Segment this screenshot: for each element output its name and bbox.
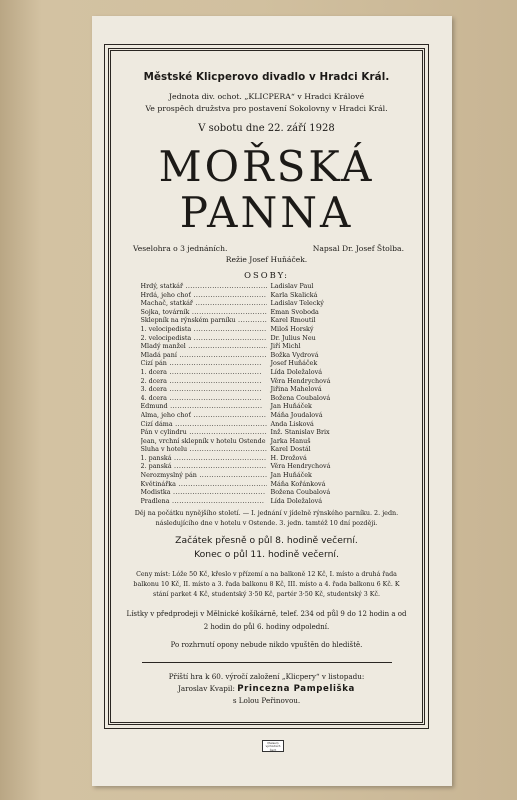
cast-actor: Miloš Horský [270, 324, 314, 333]
cast-role: Hrdý, statkář ..... [141, 282, 267, 291]
cast-actor: Věra Hendrychová [270, 462, 331, 471]
cast-row [141, 497, 393, 506]
cast-actor: Ladislav Paul [270, 282, 314, 290]
cast-role: Cizí dáma ..... [141, 420, 267, 429]
next-play-author: Jaroslav Kvapil: [178, 683, 235, 693]
cast-row [141, 308, 393, 317]
cast-role: Cizí pán ..... [141, 359, 267, 368]
cast-actor: Anda Lisková [270, 419, 314, 428]
cast-actor: Dr. Julius Neu [270, 333, 316, 342]
cast-role: Pán v cylindru ..... [141, 428, 267, 437]
genre: Veselohra o 3 jednáních. [133, 244, 228, 253]
cast-actor: Karla Skalická [270, 290, 318, 299]
cast-actor: Máňa Joudalová [270, 410, 323, 419]
cast-actor: Josef Huňáček [270, 359, 318, 368]
poster-content [117, 71, 416, 712]
cast-role: Sklepník na rýnském parníku ..... [141, 316, 267, 325]
cast-role: 1. panská ..... [141, 454, 267, 463]
cast-actor: Máňa Kořánková [270, 479, 326, 488]
theater-name: Městské Klicperovo divadlo v Hradci Král. [143, 71, 390, 83]
cast-actor: Jarka Hanuš [270, 436, 311, 445]
cast-actor: Inž. Stanislav Brix [270, 428, 330, 437]
cast-actor: Lída Doležalová [270, 367, 323, 376]
cast-row [141, 411, 393, 420]
cast-row [141, 299, 393, 308]
cast-actor: Božena Coubalová [270, 488, 331, 497]
cast-actor: Karel Dostál [270, 445, 311, 454]
cast-role: 3. dcera ..... [141, 385, 267, 394]
cast-actor: Božena Coubalová [270, 393, 331, 402]
cast-list [141, 282, 393, 505]
cast-role: Nerozmyslný pán ..... [141, 471, 267, 480]
next-play-line [117, 683, 416, 695]
cast-row [141, 402, 393, 411]
cast-role: 4. dcera ..... [141, 394, 267, 403]
cast-row [141, 325, 393, 334]
author: Napsal Dr. Josef Štolba. [312, 244, 404, 253]
cast-role: Mladý manžel ..... [141, 342, 267, 351]
director: Režie Josef Huňáček. [225, 255, 308, 264]
organizer-line: Jednota div. ochot. „KLICPERA“ v Hradci Králové [168, 92, 365, 101]
curtain-note: Po rozhrnutí opony nebude nikdo vpuštěn do hlediště. [170, 641, 363, 650]
cast-role: Hrdá, jeho choť ..... [141, 291, 267, 300]
cast-role: 2. panská ..... [141, 462, 267, 471]
cast-role: Sluha v hotelu ..... [141, 445, 267, 454]
presale-info: Lístky v předprodeji v Mělnické košíkárně, telef. 234 od půl 9 do 12 hodin a od 2 hodin do půl 6. hodiny odpolední. [126, 610, 407, 631]
performance-date: V sobotu dne 22. září 1928 [198, 123, 335, 134]
cast-role: 1. velocipedista ..... [141, 325, 267, 334]
next-play-announcement: Příští hra k 60. výročí založení „Klicpery“ v listopadu: [168, 671, 365, 681]
ticket-prices: Ceny míst: Lóže 50 Kč, křeslo v přízemí a na balkoně 12 Kč, I. místo a druhá řada balkonu 10 Kč, II. místo a 3. řada balkonu 8 Kč, III. místo a 4. řada balkonu 6 Kč. K stání parket 4 Kč, studentský 3·50 Kč, partér 3·50 Kč, studentský 3 Kč. [133, 571, 400, 599]
cast-row [141, 377, 393, 386]
cast-row [141, 282, 393, 291]
cast-row [141, 445, 393, 454]
benefit-line: Ve prospěch družstva pro postavení Sokolovny v Hradci Král. [145, 104, 388, 113]
setting-note: Děj na počátku nynějšího století. — I. jednání v jídelně rýnského parníku. 2. jedn. následujícího dne v hotelu v Ostende. 3. jedn. tamtéž 10 dní později. [134, 509, 399, 527]
cast-row [141, 342, 393, 351]
cast-heading: OSOBY: [244, 270, 289, 280]
cast-row [141, 334, 393, 343]
cast-role: Mladá paní ..... [141, 351, 267, 360]
cast-row [141, 471, 393, 480]
play-title-line2: PANNA [179, 188, 354, 237]
cast-row [141, 488, 393, 497]
cast-role: Jean, vrchní sklepník v hotelu Ostende ..... [141, 437, 267, 446]
cast-actor: Božka Vydrová [270, 350, 319, 359]
cast-role: Edmund ..... [141, 402, 267, 411]
cast-row [141, 480, 393, 489]
cast-row [141, 428, 393, 437]
archive-stamp: Muzeum východních Čech [262, 740, 284, 752]
cast-role: Modistka ..... [141, 488, 267, 497]
cast-row [141, 359, 393, 368]
cast-row [141, 351, 393, 360]
cast-row [141, 394, 393, 403]
cast-actor: Karel Rmoutil [270, 316, 316, 325]
cast-role: 1. dcera ..... [141, 368, 267, 377]
divider [142, 662, 392, 663]
cast-actor: Jan Huňáček [270, 471, 312, 480]
cast-actor: Lída Doležalová [270, 496, 323, 505]
cast-row [141, 385, 393, 394]
cast-row [141, 316, 393, 325]
cast-role: Sojka, továrník ..... [141, 308, 267, 317]
cast-role: 2. dcera ..... [141, 377, 267, 386]
next-play-title: Princezna Pampeliška [237, 683, 355, 694]
cast-actor: Jiřina Mahelová [270, 385, 322, 394]
cast-role: Květinářka ..... [141, 480, 267, 489]
cast-actor: Ladislav Telecký [270, 299, 324, 308]
poster-frame [108, 48, 425, 725]
cast-row [141, 368, 393, 377]
play-title-line1: MOŘSKÁ [158, 142, 375, 191]
next-play-cast: s Lolou Peřinovou. [232, 695, 301, 705]
cast-actor: H. Drožová [270, 453, 307, 462]
cast-role: Machač, statkář ..... [141, 299, 267, 308]
genre-author-row [117, 244, 416, 253]
cast-role: Alma, jeho choť ..... [141, 411, 267, 420]
cast-row [141, 462, 393, 471]
cast-actor: Jiří Michl [270, 342, 301, 351]
end-time: Konec o půl 11. hodině večerní. [194, 549, 339, 561]
cast-actor: Jan Huňáček [270, 402, 312, 411]
cast-actor: Eman Svoboda [270, 307, 319, 316]
start-time: Začátek přesně o půl 8. hodině večerní. [175, 535, 358, 547]
cast-role: 2. velocipedista ..... [141, 334, 267, 343]
cast-row [141, 454, 393, 463]
cast-actor: Věra Hendrychová [270, 376, 331, 385]
cast-row [141, 420, 393, 429]
cast-row [141, 437, 393, 446]
cast-role: Pradlena ..... [141, 497, 267, 506]
cast-row [141, 291, 393, 300]
